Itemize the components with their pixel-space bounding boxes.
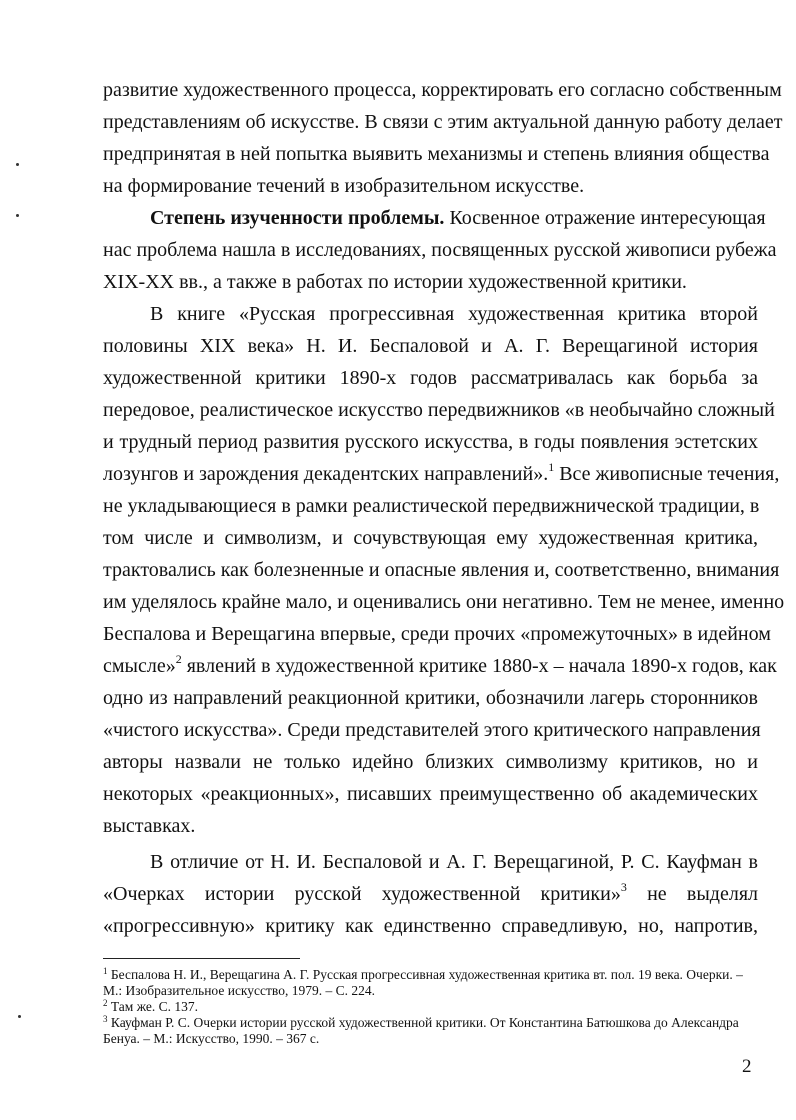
text-line: им уделялось крайне мало, и оценивались они негативно. Тем не менее, именно xyxy=(103,591,785,613)
text-line xyxy=(103,460,780,486)
footnote xyxy=(103,1015,758,1030)
text-segment: не выделял xyxy=(647,883,758,905)
text-line: на формирование течений в изобразительном искусстве. xyxy=(103,175,585,197)
scan-speck xyxy=(18,1015,21,1018)
footnote-ref: 2 xyxy=(175,652,182,666)
footnote-separator xyxy=(103,958,300,959)
footnote-line: М.: Изобразительное искусство, 1979. – С. 224. xyxy=(103,983,375,998)
text-line: некоторых «реакционных», писавших преимущественно об академических xyxy=(103,783,758,805)
text-segment: лозунгов и зарождения декадентских направлений». xyxy=(103,463,549,485)
text-line xyxy=(150,206,766,230)
text-line: предпринятая в ней попытка выявить механизмы и степень влияния общества xyxy=(103,143,770,165)
footnote-text: Беспалова Н. И., Верещагина А. Г. Русская прогрессивная художественная критика вт. пол. 19 века. Очерки. – xyxy=(110,967,743,982)
text-line xyxy=(103,652,777,678)
text-line: не укладывающиеся в рамки реалистической передвижнической традиции, в xyxy=(103,495,760,517)
text-line: том числе и символизм, и сочувствующая ему художественная критика, xyxy=(103,527,758,549)
text-line: половины XIX века» Н. И. Беспаловой и А. Г. Верещагиной история xyxy=(103,335,758,357)
footnote-number: 3 xyxy=(103,1014,108,1024)
text-line: трактовались как болезненные и опасные явления и, соответственно, внимания xyxy=(103,559,780,581)
footnote-ref: 1 xyxy=(548,460,555,474)
text-line: авторы назвали не только идейно близких символизму критиков, но и xyxy=(103,751,758,773)
text-line: «прогрессивную» критику как единственно справедливую, но, напротив, xyxy=(103,915,758,937)
scan-speck xyxy=(16,163,19,166)
text-line: передовое, реалистическое искусство передвижников «в необычайно сложный xyxy=(103,399,775,421)
text-line: В книге «Русская прогрессивная художественная критика второй xyxy=(150,303,758,325)
text-line: представлениям об искусстве. В связи с этим актуальной данную работу делает xyxy=(103,111,783,133)
text-segment: смысле» xyxy=(103,655,176,677)
text-segment: Косвенное отражение интересующая xyxy=(449,207,766,229)
scan-speck xyxy=(16,214,19,217)
text-line: развитие художественного процесса, корректировать его согласно собственным xyxy=(103,79,782,101)
text-line: В отличие от Н. И. Беспаловой и А. Г. Верещагиной, Р. С. Кауфман в xyxy=(150,851,758,873)
text-line: XIX-XX вв., а также в работах по истории художественной критики. xyxy=(103,271,687,293)
footnote-number: 2 xyxy=(103,998,108,1008)
footnote-number: 1 xyxy=(103,966,108,976)
text-line: Беспалова и Верещагина впервые, среди прочих «промежуточных» в идейном xyxy=(103,623,771,645)
text-line: одно из направлений реакционной критики, обозначили лагерь сторонников xyxy=(103,687,758,709)
footnote-line: Бенуа. – М.: Искусство, 1990. – 367 с. xyxy=(103,1031,320,1046)
footnote-ref: 3 xyxy=(620,880,627,894)
text-line: выставках. xyxy=(103,815,196,837)
text-line xyxy=(103,882,758,906)
text-line: нас проблема нашла в исследованиях, посвященных русской живописи рубежа xyxy=(103,239,777,261)
text-line: и трудный период развития русского искусства, в годы появления эстетских xyxy=(103,431,758,453)
page-number: 2 xyxy=(742,1056,752,1077)
footnote-text: Там же. С. 137. xyxy=(110,999,198,1014)
footnote-text: Кауфман Р. С. Очерки истории русской художественной критики. От Константина Батюшкова до Александра xyxy=(110,1015,739,1030)
footnote xyxy=(103,999,758,1014)
text-line: «чистого искусства». Среди представителей этого критического направления xyxy=(103,719,761,741)
text-segment: Все живописные течения, xyxy=(559,463,780,485)
footnote xyxy=(103,967,758,982)
text-segment: «Очерках истории русской художественной критики» xyxy=(103,883,621,905)
text-segment: явлений в художественной критике 1880-х – начала 1890-х годов, как xyxy=(186,655,777,677)
section-heading: Степень изученности проблемы. xyxy=(150,207,445,229)
text-line: художественной критики 1890-х годов рассматривалась как борьба за xyxy=(103,367,758,389)
